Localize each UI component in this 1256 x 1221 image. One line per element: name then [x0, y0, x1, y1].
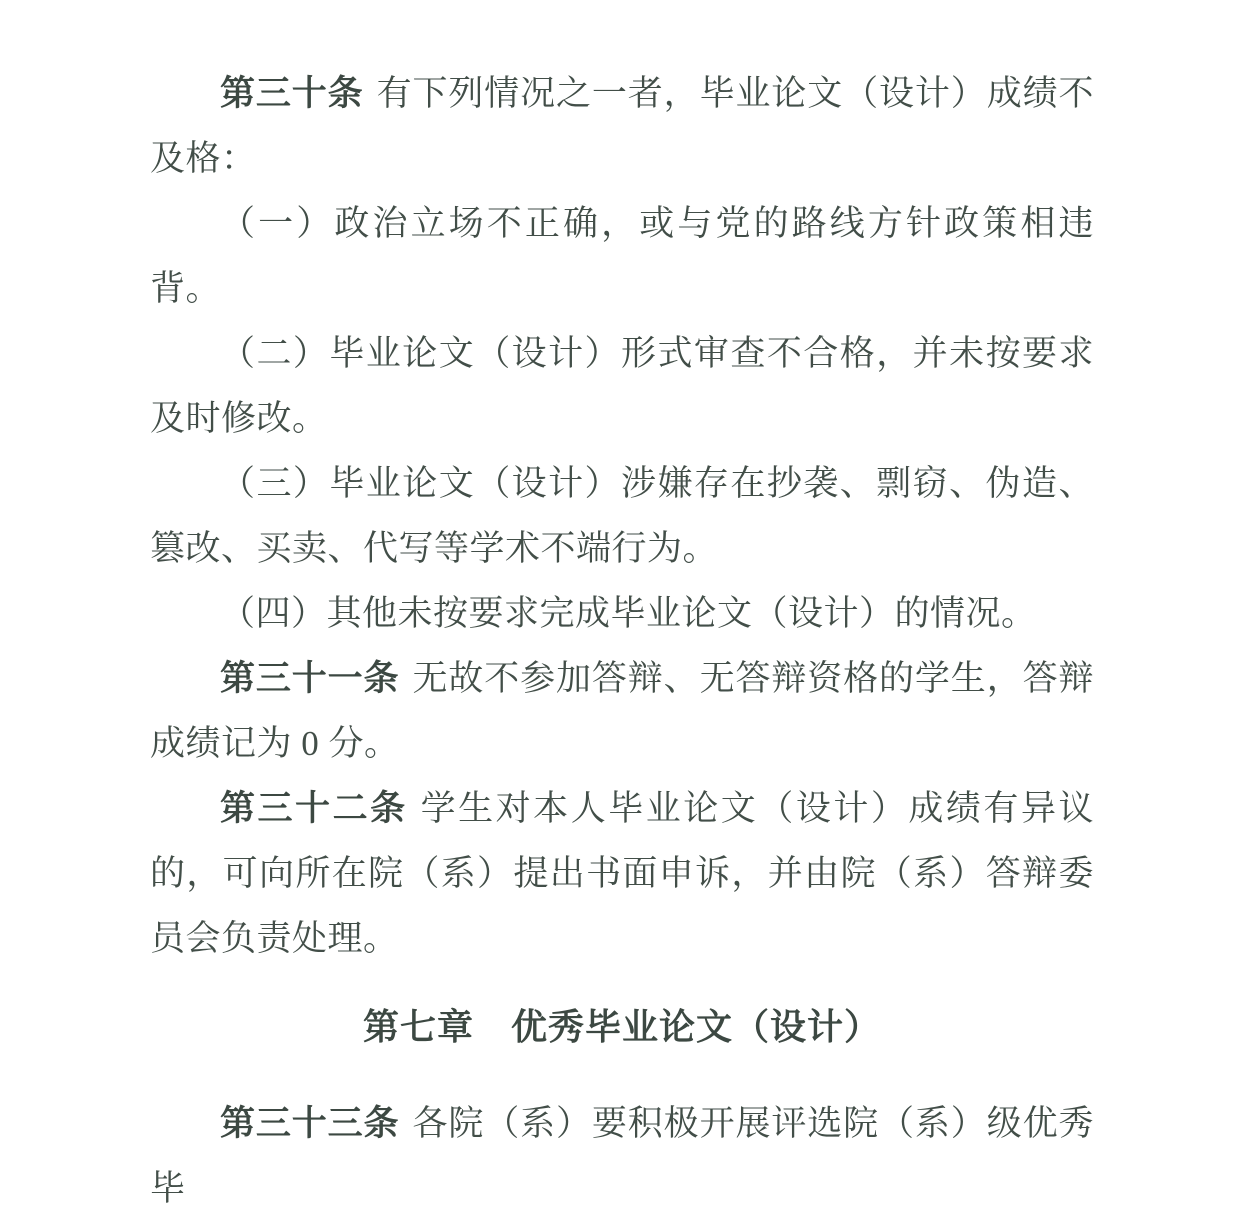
paragraph-clause-3: [150, 451, 1094, 581]
paragraph-text: 各院（系）要积极开展评选院（系）级优秀毕: [150, 1104, 1094, 1208]
paragraph-text: （四）其他未按要求完成毕业论文（设计）的情况。: [220, 594, 1037, 633]
chapter-heading: 第七章 优秀毕业论文（设计）: [362, 1007, 881, 1047]
paragraph-text: （一）政治立场不正确，或与党的路线方针政策相违背。: [150, 204, 1094, 308]
paragraph-text: （二）毕业论文（设计）形式审查不合格，并未按要求及时修改。: [150, 334, 1094, 438]
paragraph-article-31: [150, 646, 1094, 776]
paragraph-clause-1: [150, 191, 1094, 321]
article-number-31: 第三十一条: [220, 659, 400, 698]
paragraph-clause-4: [150, 581, 1094, 646]
paragraph-text: 有下列情况之一者，毕业论文（设计）成绩不及格：: [150, 74, 1094, 178]
paragraph-text: 无故不参加答辩、无答辩资格的学生，答辩成绩记为 0 分。: [150, 659, 1094, 763]
article-number-33: 第三十三条: [220, 1104, 400, 1143]
paragraph-clause-2: [150, 321, 1094, 451]
paragraph-text: （三）毕业论文（设计）涉嫌存在抄袭、剽窃、伪造、篡改、买卖、代写等学术不端行为。: [150, 464, 1094, 568]
article-number-32: 第三十二条: [220, 789, 408, 828]
paragraph-article-33: [150, 1091, 1094, 1221]
article-number-30: 第三十条: [220, 74, 364, 113]
paragraph-text: 学生对本人毕业论文（设计）成绩有异议的，可向所在院（系）提出书面申诉，并由院（系）答辩委员会负责处理。: [150, 789, 1094, 958]
paragraph-article-30: [150, 61, 1094, 191]
paragraph-article-32: [150, 776, 1094, 971]
